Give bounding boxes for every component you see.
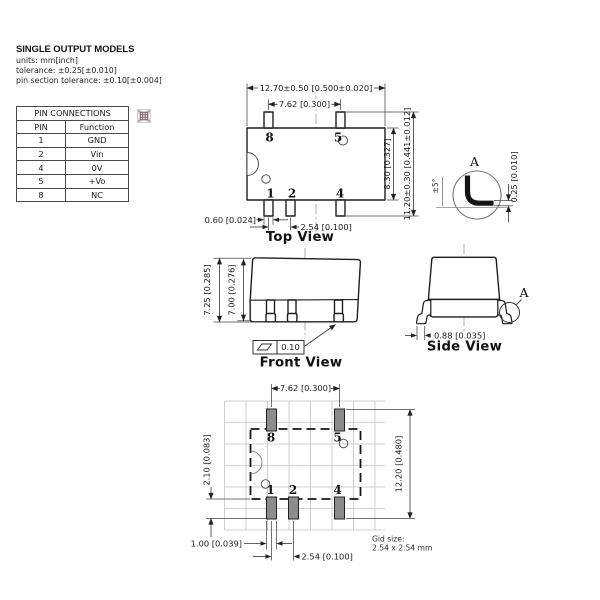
dim-overall-depth: 11.20±0.30 [0.441±0.012] (402, 107, 412, 221)
pin-cell: 8 (17, 188, 66, 202)
pin-number: 8 (265, 130, 274, 145)
bent-lead (468, 176, 494, 204)
top-view-body (247, 112, 385, 216)
function-cell: Vin (66, 147, 129, 161)
view-label-front: Front View (259, 355, 343, 371)
bottom-view (191, 383, 433, 562)
detail-circle (453, 171, 501, 219)
pin-tolerance-note: pin section tolerance: ±0.10[±0.004] (16, 76, 162, 85)
side-view (405, 244, 529, 355)
pad-number: 1 (266, 483, 275, 497)
pad-number: 2 (288, 483, 298, 497)
pad-1 (267, 497, 277, 519)
dim-overall-height: 7.25 [0.285] (202, 264, 212, 316)
view-label-side: Side View (426, 339, 503, 355)
dim-pin-span: 7.62 [0.300] (278, 99, 331, 110)
function-cell: 0V (66, 161, 129, 175)
dim-pin-pitch: 2.54 [0.100] (300, 221, 352, 232)
pad-number: 5 (333, 430, 342, 445)
pad-4 (335, 497, 345, 519)
dim-pin-span: 7.62 [0.300] (279, 382, 332, 393)
dim-pad-length: 2.10 [0.083] (201, 434, 212, 486)
dim-pad-width: 1.00 [0.039] (190, 538, 242, 549)
dim-overall-length: 12.20 [0.480] (393, 435, 404, 493)
pin-number: 1 (266, 186, 275, 201)
side-view-dimensions (405, 326, 485, 341)
pin-lead-5 (336, 112, 345, 128)
detail-ref-label: A (519, 285, 529, 300)
front-view-body (250, 258, 360, 322)
dim-body-width: 12.70±0.50 [0.500±0.020] (259, 82, 373, 93)
page-title: SINGLE OUTPUT MODELS (16, 44, 135, 55)
pin-lead-4 (336, 200, 345, 216)
pin-lead-2 (286, 200, 295, 216)
dim-pin-width: 0.60 [0.024] (204, 214, 256, 225)
col-header-function: Function (66, 120, 129, 134)
grid-note: 2.54 x 2.54 mm (372, 543, 433, 553)
col-header-pin: PIN (17, 120, 66, 134)
pin-cell: 1 (17, 134, 66, 148)
pin-number: 4 (335, 186, 345, 201)
pin-lead-8 (264, 112, 273, 128)
pin-number: 2 (287, 186, 297, 201)
pad-8 (267, 409, 277, 431)
polarity-notch (251, 451, 263, 474)
solder-pads (267, 409, 345, 519)
pin-cell: 2 (17, 147, 66, 161)
dim-lead-thickness: 0.25 [0.010] (509, 151, 519, 203)
gullwing-lead-left (417, 300, 431, 324)
flatness-value: 0.10 (281, 342, 300, 352)
units-note: units: mm[inch] (16, 56, 78, 65)
detail-a-view (431, 151, 519, 222)
grid-note: Gid size: (372, 534, 405, 544)
dim-pin-pitch: 2.54 [0.100] (301, 551, 353, 562)
dim-body-depth: 8.30 [0.327] (382, 138, 392, 190)
function-cell: +Vo (66, 174, 129, 188)
lead-angle-label: ±5° (431, 178, 440, 194)
pad-5 (335, 409, 345, 431)
pad-number: 4 (333, 483, 342, 497)
function-cell: NC (66, 188, 129, 202)
pin-number: 5 (333, 130, 343, 145)
pin-lead-1 (264, 200, 273, 216)
top-view (205, 83, 419, 245)
dim-body-height: 7.00 [0.276] (226, 264, 237, 316)
front-view (202, 248, 360, 371)
pin-cell: 4 (17, 161, 66, 175)
tolerance-note: tolerance: ±0.25[±0.010] (16, 66, 117, 75)
pad-number: 8 (266, 430, 276, 445)
pad-2 (289, 497, 299, 519)
detail-label-a: A (469, 154, 480, 169)
side-view-body (417, 257, 512, 323)
dim-foot-length: 0.88 [0.035] (434, 330, 486, 341)
flatness-callout (253, 325, 336, 355)
view-label-top: Top View (265, 229, 335, 245)
function-cell: GND (66, 134, 129, 148)
pin-cell: 5 (17, 174, 66, 188)
table-title: PIN CONNECTIONS (17, 107, 129, 121)
